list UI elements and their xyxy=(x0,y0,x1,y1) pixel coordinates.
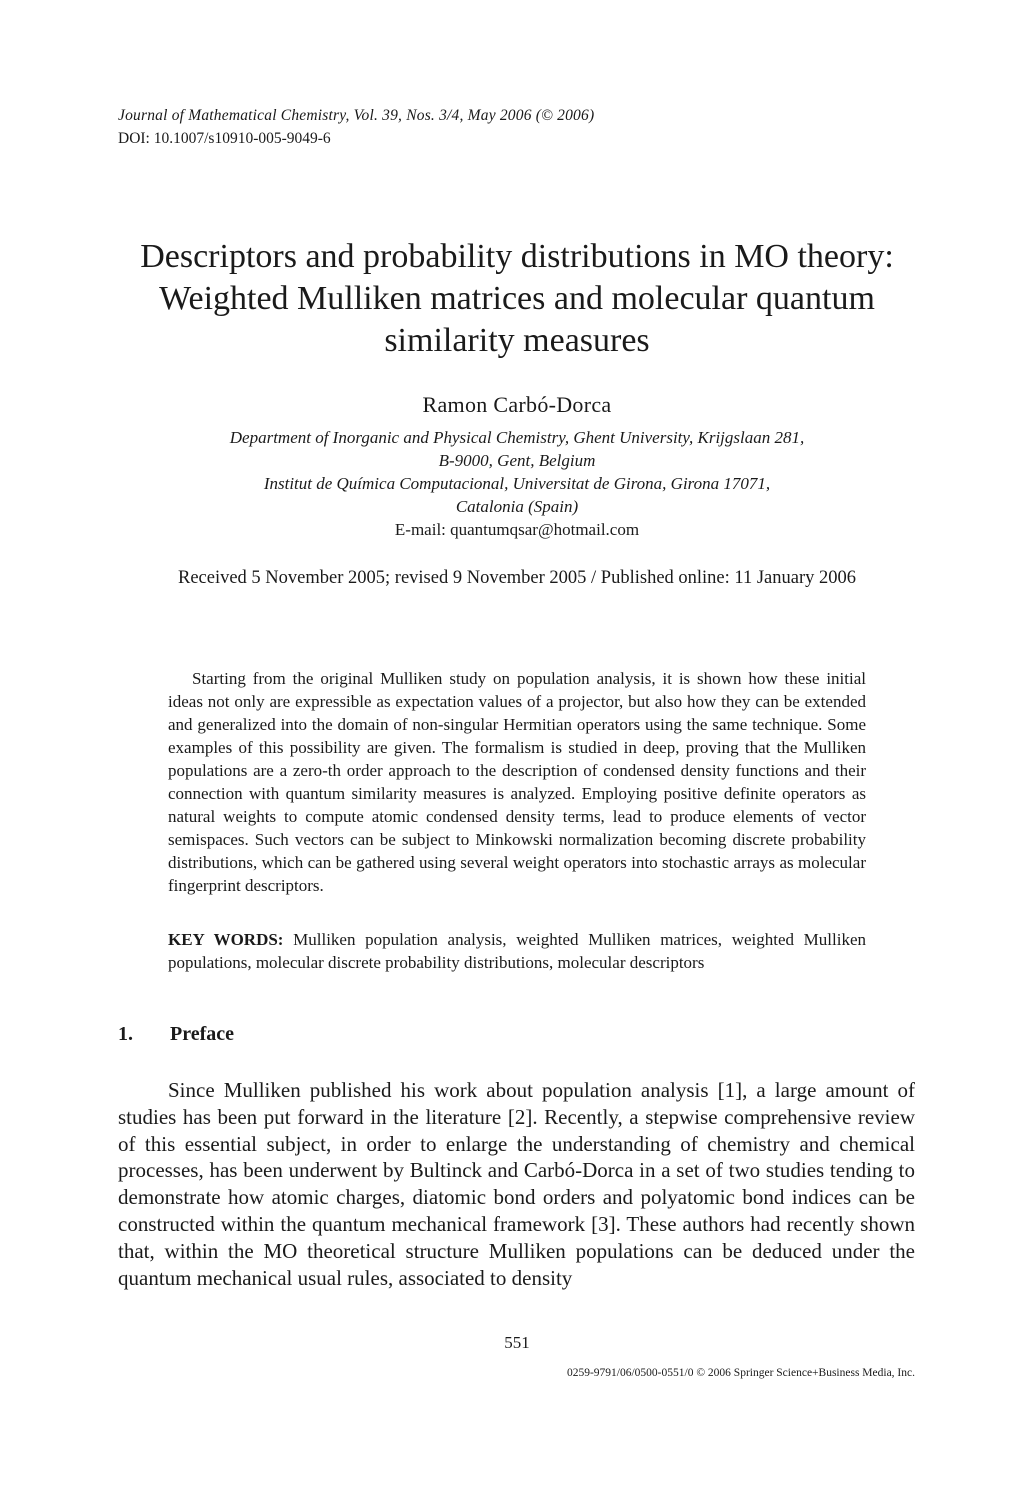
affiliation-line-4: Catalonia (Spain) xyxy=(455,497,579,516)
keywords xyxy=(168,928,866,974)
copyright-line: 0259-9791/06/0500-0551/0 © 2006 Springer Science+Business Media, Inc. xyxy=(566,1367,915,1379)
section-title: Preface xyxy=(170,1023,235,1045)
author-name: Ramon Carbó-Dorca xyxy=(422,392,612,417)
section-number: 1. xyxy=(118,1023,133,1045)
title-line-3: similarity measures xyxy=(384,322,650,359)
keywords-text: Mulliken population analysis, weighted Mulliken matrices, weighted Mulliken populations, molecular discrete probability distributions, molecular descriptors xyxy=(168,930,867,972)
body-paragraph: Since Mulliken published his work about population analysis [1], a large amount of studies has been put forward in the literature [2]. Recently, a stepwise comprehensive review of this essential subject, in order to enlarge the understanding of chemistry and chemical processes, has been underwent by Bultinck and Carbó-Dorca in a set of two studies tending to demonstrate how atomic charges, diatomic bond orders and polyatomic bond indices can be constructed within the quantum mechanical framework [3]. These authors had recently shown that, within the MO theoretical structure Mulliken populations can be deduced under the quantum mechanical usual rules, associated to density xyxy=(118,1078,915,1290)
title-line-1: Descriptors and probability distributions in MO theory: xyxy=(140,238,894,275)
keywords-label: KEY WORDS: xyxy=(168,930,284,949)
doi: DOI: 10.1007/s10910-005-9049-6 xyxy=(118,130,331,147)
title-line-2: Weighted Mulliken matrices and molecular quantum xyxy=(159,280,875,317)
paper-title xyxy=(100,236,934,362)
page-number: 551 xyxy=(504,1333,530,1352)
received-dates: Received 5 November 2005; revised 9 November 2005 / Published online: 11 January 2006 xyxy=(177,568,857,588)
section-heading xyxy=(118,1023,234,1046)
abstract: Starting from the original Mulliken study on population analysis, it is shown how these initial ideas not only are expressible as expectation values of a projector, but also how they can be extended and generalized into the domain of non-singular Hermitian operators using the same technique. Some examples of this possibility are given. The formalism is studied in deep, proving that the Mulliken populations are a zero-th order approach to the description of condensed density functions and their connection with quantum similarity measures is analyzed. Employing positive definite operators as natural weights to compute atomic condensed density terms, lead to produce elements of vector semispaces. Such vectors can be subject to Minkowski normalization becoming discrete probability distributions, which can be gathered using several weight operators into stochastic arrays as molecular fingerprint descriptors. xyxy=(168,669,866,895)
affiliation-line-1: Department of Inorganic and Physical Chemistry, Ghent University, Krijgslaan 281, xyxy=(229,428,805,447)
journal-citation: Journal of Mathematical Chemistry, Vol. 39, Nos. 3/4, May 2006 (© 2006) xyxy=(118,107,595,124)
affiliation-line-2: B-9000, Gent, Belgium xyxy=(438,451,596,470)
author-email: E-mail: quantumqsar@hotmail.com xyxy=(394,520,640,539)
affiliation-line-3: Institut de Química Computacional, Universitat de Girona, Girona 17071, xyxy=(263,474,771,493)
